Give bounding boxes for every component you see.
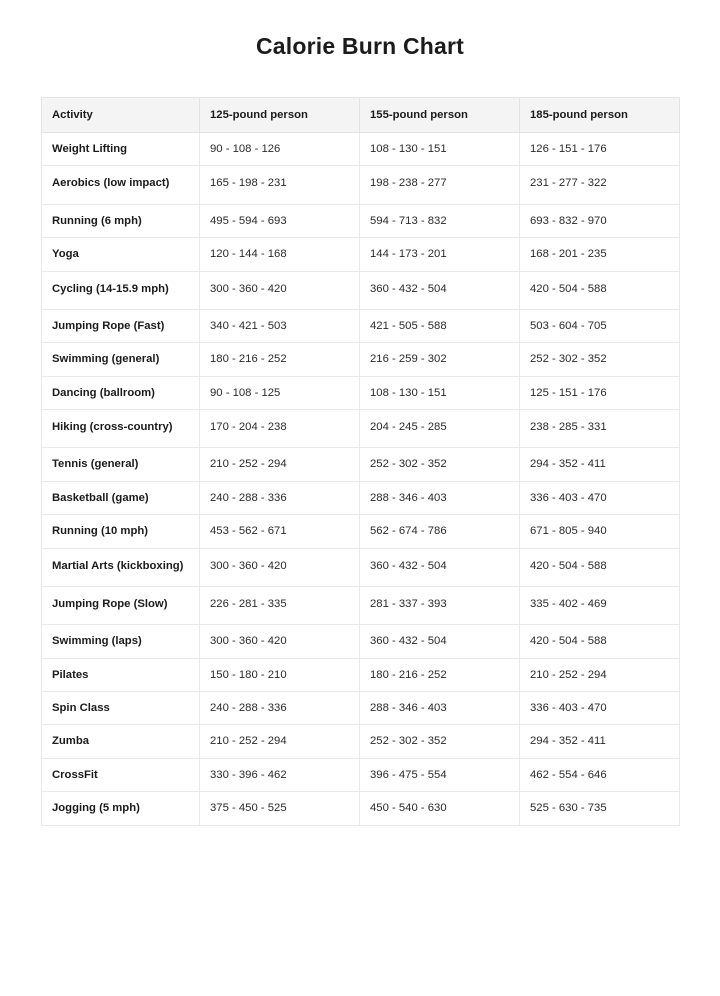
calorie-value-cell-155: 288 - 346 - 403: [360, 692, 520, 725]
calorie-value-cell-125: 495 - 594 - 693: [200, 204, 360, 237]
calorie-value-cell-125: 210 - 252 - 294: [200, 725, 360, 758]
calorie-value-cell-155: 144 - 173 - 201: [360, 238, 520, 271]
calorie-value-cell-155: 360 - 432 - 504: [360, 548, 520, 586]
calorie-value-cell-155: 594 - 713 - 832: [360, 204, 520, 237]
table-row: [42, 625, 680, 658]
table-row: [42, 133, 680, 166]
activity-name-cell: Martial Arts (kickboxing): [42, 548, 200, 586]
calorie-value-cell-155: 252 - 302 - 352: [360, 725, 520, 758]
calorie-value-cell-125: 340 - 421 - 503: [200, 309, 360, 342]
calorie-value-cell-155: 396 - 475 - 554: [360, 758, 520, 791]
activity-name-cell: Basketball (game): [42, 481, 200, 514]
calorie-value-cell-125: 240 - 288 - 336: [200, 692, 360, 725]
calorie-value-cell-185: 125 - 151 - 176: [520, 376, 680, 409]
table-header-row: [42, 98, 680, 133]
calorie-value-cell-155: 252 - 302 - 352: [360, 448, 520, 481]
column-header-activity: Activity: [42, 98, 200, 133]
calorie-value-cell-125: 300 - 360 - 420: [200, 625, 360, 658]
activity-name-cell: Cycling (14-15.9 mph): [42, 271, 200, 309]
calorie-value-cell-125: 330 - 396 - 462: [200, 758, 360, 791]
page-title: Calorie Burn Chart: [255, 33, 465, 59]
column-header-185-pound: 185-pound person: [520, 98, 680, 133]
calorie-value-cell-125: 210 - 252 - 294: [200, 448, 360, 481]
calorie-value-cell-125: 90 - 108 - 126: [200, 133, 360, 166]
calorie-value-cell-125: 300 - 360 - 420: [200, 271, 360, 309]
calorie-value-cell-185: 238 - 285 - 331: [520, 410, 680, 448]
calorie-value-cell-125: 150 - 180 - 210: [200, 658, 360, 691]
table-row: [42, 448, 680, 481]
activity-name-cell: Tennis (general): [42, 448, 200, 481]
table-row: [42, 343, 680, 376]
calorie-value-cell-155: 421 - 505 - 588: [360, 309, 520, 342]
column-header-125-pound: 125-pound person: [200, 98, 360, 133]
calorie-value-cell-155: 180 - 216 - 252: [360, 658, 520, 691]
table-header: [42, 98, 680, 133]
calorie-value-cell-185: 294 - 352 - 411: [520, 448, 680, 481]
activity-name-cell: Swimming (general): [42, 343, 200, 376]
calorie-value-cell-185: 420 - 504 - 588: [520, 625, 680, 658]
calorie-value-cell-125: 120 - 144 - 168: [200, 238, 360, 271]
calorie-value-cell-185: 336 - 403 - 470: [520, 481, 680, 514]
activity-name-cell: Spin Class: [42, 692, 200, 725]
calorie-value-cell-155: 108 - 130 - 151: [360, 376, 520, 409]
calorie-value-cell-125: 240 - 288 - 336: [200, 481, 360, 514]
table-row: [42, 166, 680, 204]
activity-name-cell: Zumba: [42, 725, 200, 758]
table-row: [42, 410, 680, 448]
calorie-value-cell-185: 503 - 604 - 705: [520, 309, 680, 342]
calorie-value-cell-125: 165 - 198 - 231: [200, 166, 360, 204]
activity-name-cell: Dancing (ballroom): [42, 376, 200, 409]
calorie-value-cell-155: 204 - 245 - 285: [360, 410, 520, 448]
table-row: [42, 309, 680, 342]
activity-name-cell: Aerobics (low impact): [42, 166, 200, 204]
calorie-value-cell-155: 108 - 130 - 151: [360, 133, 520, 166]
calorie-value-cell-185: 420 - 504 - 588: [520, 271, 680, 309]
calorie-value-cell-185: 168 - 201 - 235: [520, 238, 680, 271]
activity-name-cell: Hiking (cross-country): [42, 410, 200, 448]
calorie-table-container: [41, 97, 679, 826]
calorie-value-cell-155: 360 - 432 - 504: [360, 271, 520, 309]
table-row: [42, 586, 680, 624]
calorie-value-cell-185: 420 - 504 - 588: [520, 548, 680, 586]
calorie-value-cell-185: 126 - 151 - 176: [520, 133, 680, 166]
calorie-value-cell-155: 288 - 346 - 403: [360, 481, 520, 514]
calorie-value-cell-125: 170 - 204 - 238: [200, 410, 360, 448]
calorie-value-cell-155: 216 - 259 - 302: [360, 343, 520, 376]
calorie-value-cell-125: 453 - 562 - 671: [200, 515, 360, 548]
table-row: [42, 238, 680, 271]
calorie-value-cell-125: 300 - 360 - 420: [200, 548, 360, 586]
activity-name-cell: Running (10 mph): [42, 515, 200, 548]
calorie-value-cell-185: 462 - 554 - 646: [520, 758, 680, 791]
table-row: [42, 792, 680, 825]
table-body: [42, 133, 680, 826]
table-row: [42, 376, 680, 409]
calorie-value-cell-185: 693 - 832 - 970: [520, 204, 680, 237]
calorie-value-cell-185: 335 - 402 - 469: [520, 586, 680, 624]
calorie-value-cell-155: 562 - 674 - 786: [360, 515, 520, 548]
activity-name-cell: Yoga: [42, 238, 200, 271]
calorie-value-cell-155: 198 - 238 - 277: [360, 166, 520, 204]
calorie-value-cell-185: 210 - 252 - 294: [520, 658, 680, 691]
calorie-value-cell-185: 336 - 403 - 470: [520, 692, 680, 725]
activity-name-cell: CrossFit: [42, 758, 200, 791]
calorie-value-cell-155: 450 - 540 - 630: [360, 792, 520, 825]
activity-name-cell: Jumping Rope (Slow): [42, 586, 200, 624]
table-row: [42, 204, 680, 237]
table-row: [42, 271, 680, 309]
activity-name-cell: Jogging (5 mph): [42, 792, 200, 825]
calorie-value-cell-185: 525 - 630 - 735: [520, 792, 680, 825]
table-row: [42, 658, 680, 691]
table-row: [42, 758, 680, 791]
calorie-value-cell-155: 360 - 432 - 504: [360, 625, 520, 658]
column-header-155-pound: 155-pound person: [360, 98, 520, 133]
calorie-value-cell-125: 375 - 450 - 525: [200, 792, 360, 825]
calorie-value-cell-125: 226 - 281 - 335: [200, 586, 360, 624]
activity-name-cell: Weight Lifting: [42, 133, 200, 166]
calorie-value-cell-185: 252 - 302 - 352: [520, 343, 680, 376]
calorie-value-cell-155: 281 - 337 - 393: [360, 586, 520, 624]
table-row: [42, 692, 680, 725]
activity-name-cell: Pilates: [42, 658, 200, 691]
table-row: [42, 725, 680, 758]
table-row: [42, 481, 680, 514]
calorie-value-cell-125: 180 - 216 - 252: [200, 343, 360, 376]
activity-name-cell: Jumping Rope (Fast): [42, 309, 200, 342]
calorie-value-cell-185: 231 - 277 - 322: [520, 166, 680, 204]
activity-name-cell: Running (6 mph): [42, 204, 200, 237]
calorie-burn-table: [41, 97, 680, 826]
activity-name-cell: Swimming (laps): [42, 625, 200, 658]
calorie-value-cell-185: 294 - 352 - 411: [520, 725, 680, 758]
calorie-value-cell-185: 671 - 805 - 940: [520, 515, 680, 548]
table-row: [42, 515, 680, 548]
calorie-value-cell-125: 90 - 108 - 125: [200, 376, 360, 409]
table-row: [42, 548, 680, 586]
